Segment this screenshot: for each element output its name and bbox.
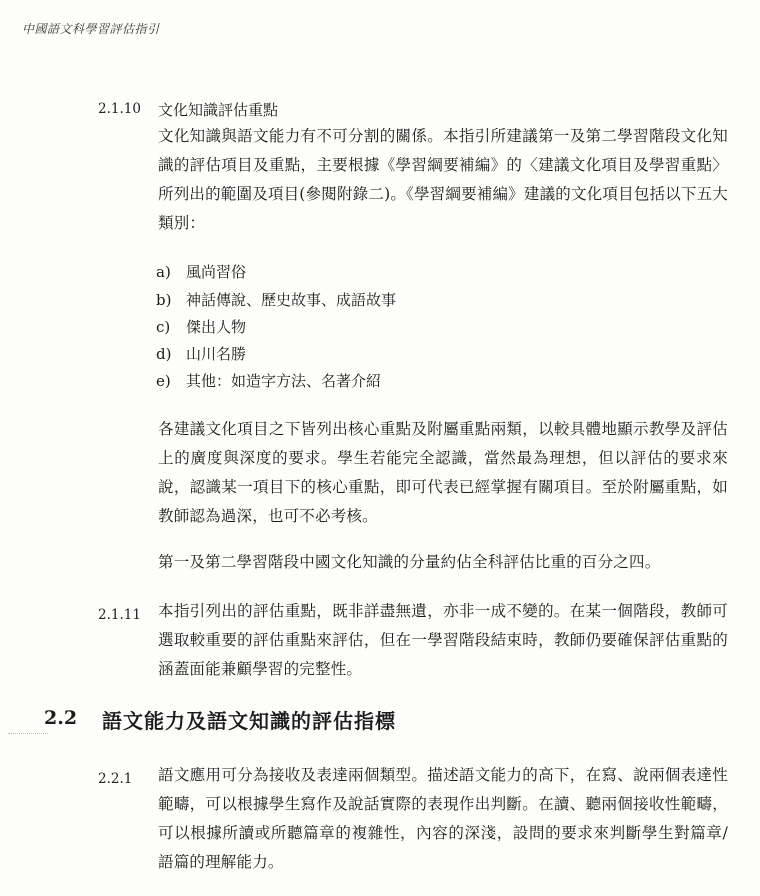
section-number-2-2-1: 2.2.1 [98,771,133,787]
list-item-text: 風尚習俗 [186,263,247,281]
list-item-letter: e) [156,372,171,390]
list-item-letter: c) [156,318,171,336]
list-item-e [156,370,381,394]
paragraph-culture-intro: 文化知識與語文能力有不可分割的關係。本指引所建議第一及第二學習階段文化知識的評估項目及重點，主要根據《學習綱要補編》的〈建議文化項目及學習重點〉所列出的範圍及項目(參閱附錄二)。《學習綱要補編》建議的文化項目包括以下五大類別： [158,127,728,232]
paragraph-core-points: 各建議文化項目之下皆列出核心重點及附屬重點兩類，以較具體地顯示教學及評估上的廣度與深度的要求。學生若能完全認識，當然最為理想，但以評估的要求來說，認識某一項目下的核心重點，即可代表已經掌握有關項目。至於附屬重點，如教師認為過深，也可不必考核。 [158,420,728,525]
list-item-text: 神話傳說、歷史故事、成語故事 [186,291,397,309]
list-item-a [156,261,246,285]
section-number-2-2: 2.2 [44,707,78,729]
heading-dotted-rule [8,733,48,734]
list-item-letter: a) [156,263,171,281]
paragraph-weighting: 第一及第二學習階段中國文化知識的分量約佔全科評估比重的百分之四。 [158,553,661,571]
list-item-text: 傑出人物 [186,318,247,336]
list-item-letter: d) [156,345,172,363]
section-title-2-2: 語文能力及語文知識的評估指標 [102,709,396,733]
list-item-c [156,316,246,340]
list-item-b [156,289,396,313]
list-item-text: 其他：如造字方法、名著介紹 [186,372,382,390]
list-item-text: 山川名勝 [186,345,247,363]
paragraph-2-1-11: 本指引列出的評估重點，既非詳盡無遺，亦非一成不變的。在某一個階段，教師可選取較重要的評估重點來評估，但在一學習階段結束時，教師仍要確保評估重點的涵蓋面能兼顧學習的完整性。 [158,602,728,678]
paragraph-2-2-1: 語文應用可分為接收及表達兩個類型。描述語文能力的高下，在寫、說兩個表達性範疇，可以根據學生寫作及說話實際的表現作出判斷。在讀、聽兩個接收性範疇，可以根據所讀或所聽篇章的複雜性，內容的深淺，設問的要求來判斷學生對篇章/語篇的理解能力。 [158,766,728,871]
section-title-2-1-10: 文化知識評估重點 [158,101,279,119]
list-item-d [156,343,246,367]
section-number-2-1-10: 2.1.10 [98,101,141,117]
running-header: 中國語文科學習評估指引 [22,22,160,36]
section-number-2-1-11: 2.1.11 [98,607,141,623]
list-item-letter: b) [156,291,172,309]
